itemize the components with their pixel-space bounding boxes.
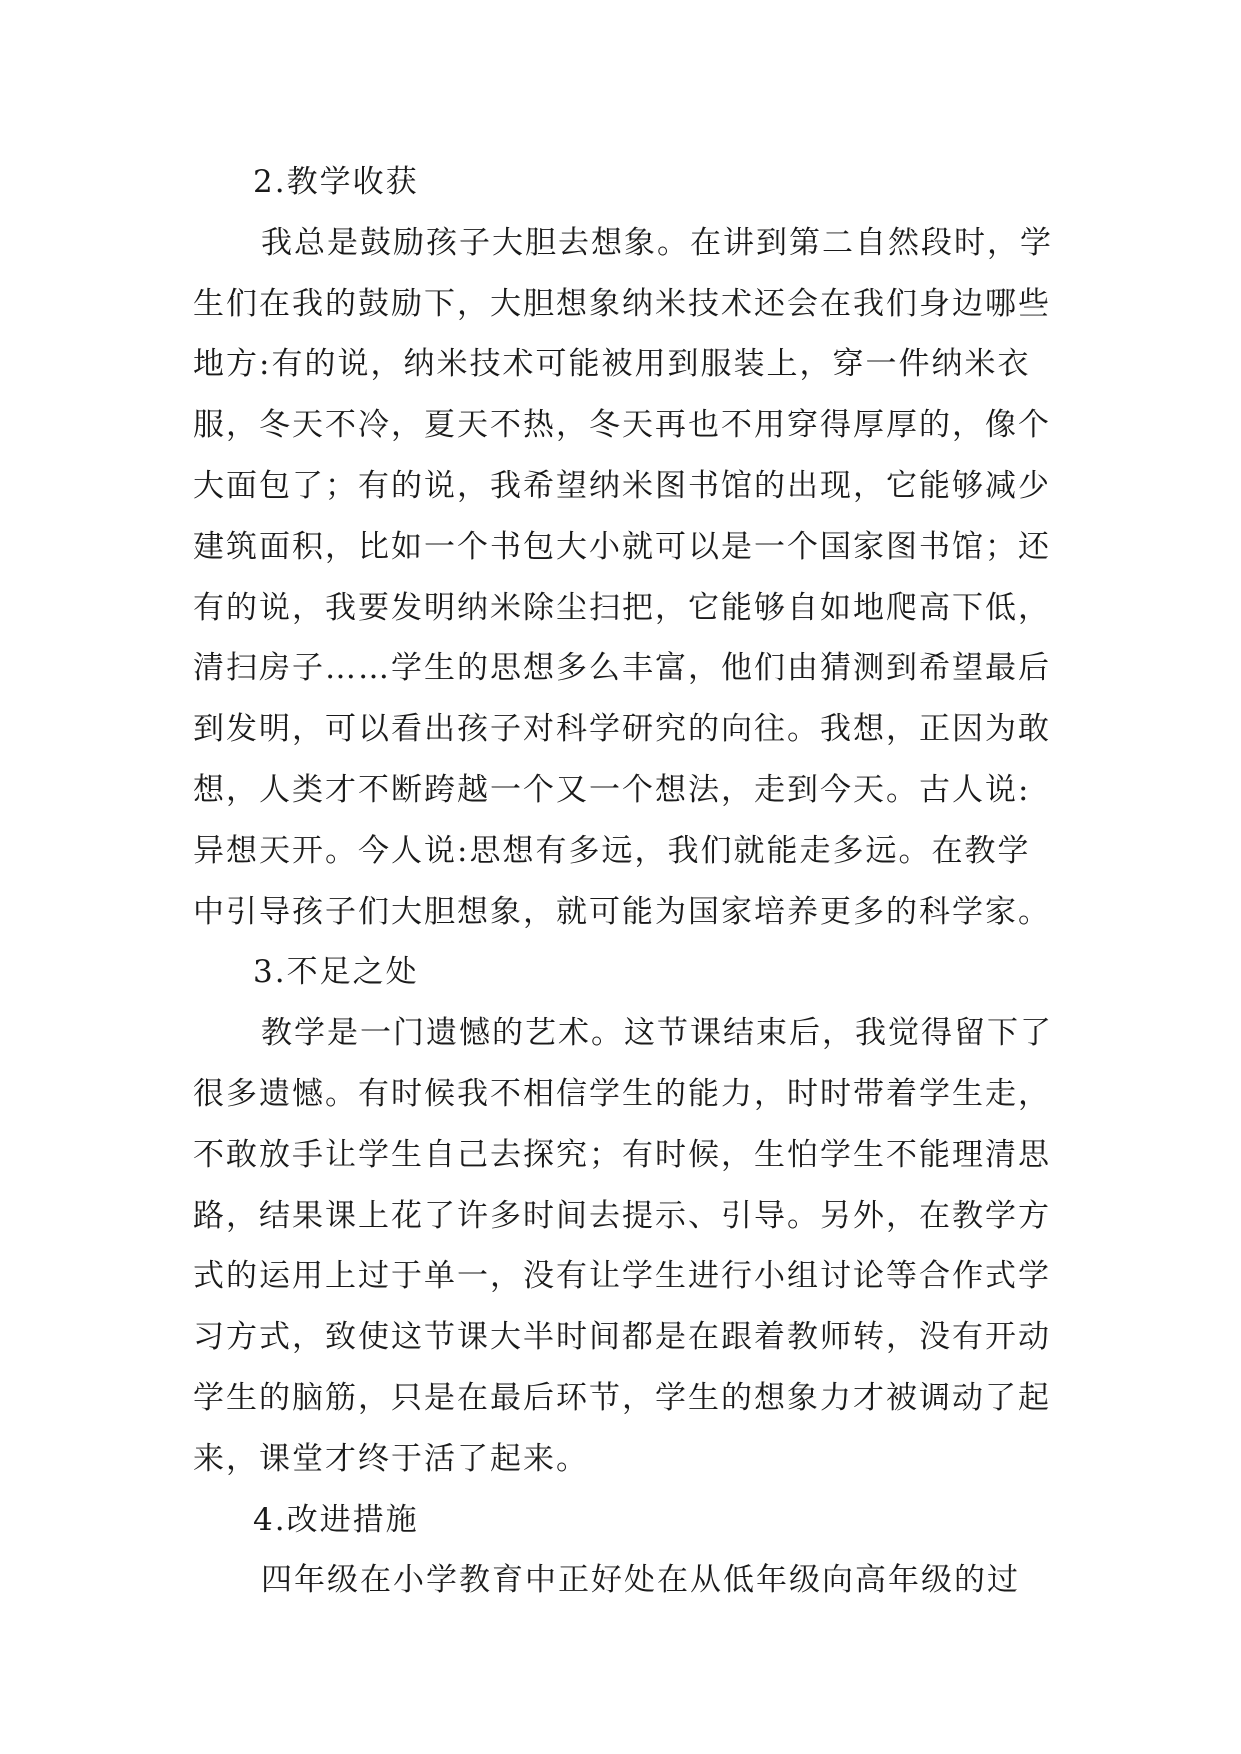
text-line: 异想天开。今人说:思想有多远，我们就能走多远。在教学 xyxy=(193,832,1031,869)
text-line: 四年级在小学教育中正好处在从低年级向高年级的过 xyxy=(261,1562,1020,1599)
text-line: 服，冬天不冷，夏天不热，冬天再也不用穿得厚厚的，像个 xyxy=(193,407,1051,444)
text-line: 有的说，我要发明纳米除尘扫把，它能够自如地爬高下低， xyxy=(193,589,1051,626)
section-heading-teaching-gains: 2.教学收获 xyxy=(253,164,419,200)
text-line: 教学是一门遗憾的艺术。这节课结束后，我觉得留下了 xyxy=(261,1015,1053,1052)
text-line: 中引导孩子们大胆想象，就可能为国家培养更多的科学家。 xyxy=(193,893,1051,930)
text-line: 想，人类才不断跨越一个又一个想法，走到今天。古人说: xyxy=(193,771,1031,808)
text-line: 学生的脑筋，只是在最后环节，学生的想象力才被调动了起 xyxy=(193,1379,1051,1416)
paragraph-improvements xyxy=(193,1550,1055,1611)
text-line: 地方:有的说，纳米技术可能被用到服装上，穿一件纳米衣 xyxy=(193,346,1031,383)
text-line: 到发明，可以看出孩子对科学研究的向往。我想，正因为敢 xyxy=(193,711,1051,748)
text-line: 不敢放手让学生自己去探究；有时候，生怕学生不能理清思 xyxy=(193,1136,1051,1173)
text-line: 清扫房子……学生的思想多么丰富，他们由猜测到希望最后 xyxy=(193,650,1051,687)
text-line: 生们在我的鼓励下，大胆想象纳米技术还会在我们身边哪些 xyxy=(193,285,1051,322)
section-heading-improvements: 4.改进措施 xyxy=(253,1501,419,1538)
paragraph-shortcomings xyxy=(193,1003,1055,1489)
paragraph-teaching-gains xyxy=(193,213,1055,943)
text-line: 路，结果课上花了许多时间去提示、引导。另外，在教学方 xyxy=(193,1197,1051,1234)
text-line: 来，课堂才终于活了起来。 xyxy=(193,1440,589,1477)
text-line: 我总是鼓励孩子大胆去想象。在讲到第二自然段时，学 xyxy=(261,224,1053,261)
text-line: 大面包了；有的说，我希望纳米图书馆的出现，它能够减少 xyxy=(193,467,1051,504)
text-line: 建筑面积，比如一个书包大小就可以是一个国家图书馆；还 xyxy=(193,528,1051,565)
text-line: 式的运用上过于单一，没有让学生进行小组讨论等合作式学 xyxy=(193,1258,1051,1295)
document-page xyxy=(193,152,1055,1611)
text-line: 很多遗憾。有时候我不相信学生的能力，时时带着学生走， xyxy=(193,1075,1051,1112)
text-line: 习方式，致使这节课大半时间都是在跟着教师转，没有开动 xyxy=(193,1319,1051,1356)
section-heading-shortcomings: 3.不足之处 xyxy=(253,954,419,991)
